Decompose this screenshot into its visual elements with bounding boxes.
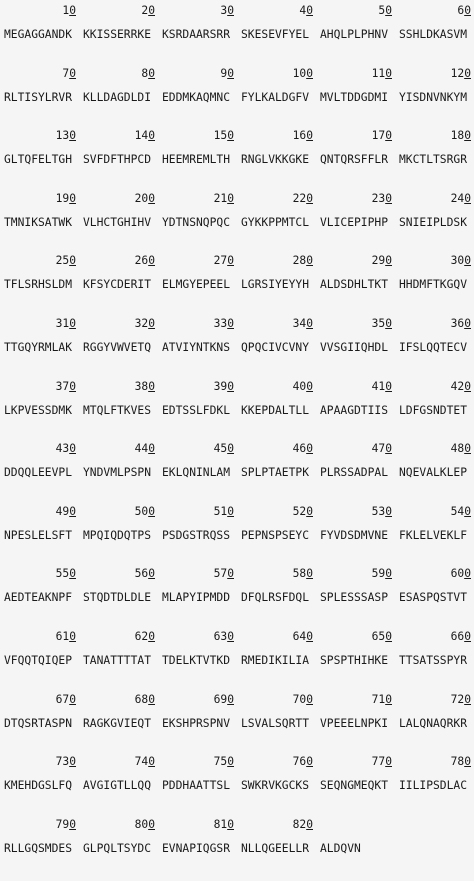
residue-group-row	[0, 589, 474, 607]
position-number: 290	[371, 254, 392, 268]
position-number-row	[0, 753, 474, 771]
sequence-row	[0, 440, 474, 500]
residue-group: EVNAPIQGSR	[162, 841, 231, 855]
residue-group: AHQLPLPHNV	[320, 28, 389, 41]
residue-group-row	[0, 214, 474, 232]
position-number: 350	[371, 317, 392, 330]
position-number: 580	[292, 567, 313, 581]
position-number: 810	[213, 817, 234, 831]
position-number: 320	[134, 317, 155, 330]
position-number: 420	[450, 379, 471, 393]
sequence-row	[0, 378, 474, 438]
residue-group: KFSYCDERIT	[83, 278, 152, 292]
position-number-row	[0, 315, 474, 333]
position-number: 470	[371, 442, 392, 456]
position-number: 310	[55, 317, 76, 330]
position-number: 100	[292, 66, 313, 80]
position-number: 640	[292, 630, 313, 643]
residue-group: TMNIKSATWK	[4, 215, 73, 229]
residue-group: GLPQLTSYDC	[83, 841, 152, 855]
residue-group: SEQNGMEQKT	[320, 779, 389, 793]
position-number: 780	[450, 755, 471, 769]
residue-group: SWKRVKGCKS	[241, 779, 310, 793]
residue-group: YDTNSNQPQC	[162, 215, 231, 229]
position-number: 700	[292, 692, 313, 706]
residue-group: FYLKALDGFV	[241, 90, 310, 104]
position-number: 710	[371, 692, 392, 706]
residue-group: KMEHDGSLFQ	[4, 779, 73, 793]
residue-group: QNTQRSFFLR	[320, 153, 389, 167]
sequence-row	[0, 127, 474, 187]
residue-group: SKESEVFYEL	[241, 28, 310, 41]
residue-group: ALDSDHLTKT	[320, 278, 389, 292]
residue-group: ESASPQSTVT	[399, 591, 468, 605]
residue-group: EKLQNINLAM	[162, 466, 231, 480]
position-number-row	[0, 2, 474, 20]
residue-group: PLRSSADPAL	[320, 466, 389, 480]
position-number: 680	[134, 692, 155, 706]
residue-group: HHDMFTKGQV	[399, 278, 468, 292]
position-number-row	[0, 440, 474, 458]
position-number: 110	[371, 66, 392, 80]
sequence-row	[0, 315, 474, 375]
residue-group: GLTQFELTGH	[4, 153, 73, 167]
position-number: 150	[213, 129, 234, 143]
position-number: 570	[213, 567, 234, 581]
residue-group: ALDQVN	[320, 841, 361, 855]
sequence-row	[0, 2, 474, 62]
residue-group: APAAGDTIIS	[320, 403, 389, 417]
position-number: 730	[55, 755, 76, 769]
sequence-row	[0, 503, 474, 563]
residue-group: AVGIGTLLQQ	[83, 779, 152, 793]
residue-group: TFLSRHSLDM	[4, 278, 73, 292]
position-number: 160	[292, 129, 313, 143]
position-number: 670	[55, 692, 76, 706]
residue-group: VLICEPIPHP	[320, 215, 389, 229]
position-number: 40	[299, 4, 313, 17]
position-number: 120	[450, 66, 471, 80]
residue-group: RMEDIKILIA	[241, 654, 310, 667]
residue-group: SPSPTHIHKE	[320, 654, 389, 667]
residue-group: MLAPYIPMDD	[162, 591, 231, 605]
residue-group: LSVALSQRTT	[241, 716, 310, 730]
residue-group: LALQNAQRKR	[399, 716, 468, 730]
residue-group: KLLDAGDLDI	[83, 90, 152, 104]
residue-group: KKISSERRKE	[83, 28, 152, 41]
position-number: 270	[213, 254, 234, 268]
position-number-row	[0, 628, 474, 646]
residue-group: NPESLELSFT	[4, 528, 73, 542]
residue-group: QPQCIVCVNY	[241, 341, 310, 354]
position-number: 20	[141, 4, 155, 17]
residue-group-row	[0, 89, 474, 107]
residue-group-row	[0, 464, 474, 482]
residue-group: FYVDSDMVNE	[320, 528, 389, 542]
position-number: 400	[292, 379, 313, 393]
position-number: 750	[213, 755, 234, 769]
residue-group: HEEMREMLTH	[162, 153, 231, 167]
position-number: 410	[371, 379, 392, 393]
position-number: 720	[450, 692, 471, 706]
position-number-row	[0, 252, 474, 270]
residue-group-row	[0, 402, 474, 420]
residue-group: YISDNVNKYM	[399, 90, 468, 104]
position-number: 630	[213, 630, 234, 643]
position-number: 130	[55, 129, 76, 143]
position-number-row	[0, 127, 474, 145]
residue-group: TTSATSSPYR	[399, 654, 468, 667]
position-number: 10	[62, 4, 76, 17]
residue-group: LDFGSNDTET	[399, 403, 468, 417]
position-number: 370	[55, 379, 76, 393]
residue-group: NQEVALKLEP	[399, 466, 468, 480]
residue-group: LKPVESSDMK	[4, 403, 73, 417]
position-number: 90	[220, 66, 234, 80]
residue-group: MTQLFTKVES	[83, 403, 152, 417]
residue-group: MVLTDDGDMI	[320, 90, 389, 104]
residue-group: PDDHAATTSL	[162, 779, 231, 793]
residue-group: ELMGYEPEEL	[162, 278, 231, 292]
residue-group: KKEPDALTLL	[241, 403, 310, 417]
residue-group: RGGYVWVETQ	[83, 341, 152, 354]
residue-group: ATVIYNTKNS	[162, 341, 231, 354]
residue-group-row	[0, 276, 474, 294]
residue-group: DFQLRSFDQL	[241, 591, 310, 605]
sequence-row	[0, 252, 474, 312]
position-number: 140	[134, 129, 155, 143]
position-number: 380	[134, 379, 155, 393]
residue-group: LGRSIYEYYH	[241, 278, 310, 292]
position-number: 620	[134, 630, 155, 643]
position-number: 70	[62, 66, 76, 80]
position-number: 660	[450, 630, 471, 643]
position-number: 480	[450, 442, 471, 456]
residue-group: FKLELVEKLF	[399, 528, 468, 542]
residue-group: SPLESSSASP	[320, 591, 389, 605]
position-number: 760	[292, 755, 313, 769]
position-number-row	[0, 378, 474, 396]
position-number: 590	[371, 567, 392, 581]
residue-group: SPLPTAETPK	[241, 466, 310, 480]
position-number: 770	[371, 755, 392, 769]
residue-group: SSHLDKASVM	[399, 28, 468, 41]
position-number-row	[0, 65, 474, 83]
position-number: 790	[55, 817, 76, 831]
position-number: 510	[213, 504, 234, 518]
position-number: 260	[134, 254, 155, 268]
residue-group: RLTISYLRVR	[4, 90, 73, 104]
residue-group-row	[0, 527, 474, 545]
residue-group: VPEEELNPKI	[320, 716, 389, 730]
residue-group: PEPNSPSEYC	[241, 528, 310, 542]
residue-group: MKCTLTSRGR	[399, 153, 468, 167]
position-number: 80	[141, 66, 155, 80]
position-number: 600	[450, 567, 471, 581]
residue-group: VLHCTGHIHV	[83, 215, 152, 229]
sequence-row	[0, 816, 474, 876]
position-number: 820	[292, 817, 313, 831]
position-number-row	[0, 565, 474, 583]
residue-group: KSRDAARSRR	[162, 28, 231, 41]
position-number: 330	[213, 317, 234, 330]
sequence-row	[0, 65, 474, 125]
position-number: 360	[450, 317, 471, 330]
position-number: 540	[450, 504, 471, 518]
position-number: 490	[55, 504, 76, 518]
position-number: 250	[55, 254, 76, 268]
residue-group: GYKKPPMTCL	[241, 215, 310, 229]
position-number: 240	[450, 191, 471, 205]
position-number: 690	[213, 692, 234, 706]
residue-group: MEGAGGANDK	[4, 28, 73, 41]
residue-group: VVSGIIQHDL	[320, 341, 389, 354]
residue-group-row	[0, 339, 474, 357]
position-number-row	[0, 190, 474, 208]
position-number: 230	[371, 191, 392, 205]
position-number: 210	[213, 191, 234, 205]
position-number: 180	[450, 129, 471, 143]
position-number-row	[0, 691, 474, 709]
position-number: 190	[55, 191, 76, 205]
position-number: 300	[450, 254, 471, 268]
position-number: 520	[292, 504, 313, 518]
residue-group-row	[0, 777, 474, 795]
position-number-row	[0, 816, 474, 834]
position-number: 500	[134, 504, 155, 518]
residue-group: PSDGSTRQSS	[162, 528, 231, 542]
position-number: 170	[371, 129, 392, 143]
position-number: 280	[292, 254, 313, 268]
residue-group-row	[0, 26, 474, 44]
position-number: 440	[134, 442, 155, 456]
residue-group-row	[0, 715, 474, 733]
residue-group: SVFDFTHPCD	[83, 153, 152, 167]
position-number: 560	[134, 567, 155, 581]
residue-group: TANATTTTAT	[83, 654, 152, 667]
position-number: 340	[292, 317, 313, 330]
residue-group: TDELKTVTKD	[162, 654, 231, 667]
residue-group: TTGQYRMLAK	[4, 341, 73, 354]
residue-group: STQDTDLDLE	[83, 591, 152, 605]
residue-group: AEDTEAKNPF	[4, 591, 73, 605]
residue-group: RLLGQSMDES	[4, 841, 73, 855]
residue-group: DTQSRTASPN	[4, 716, 73, 730]
position-number: 30	[220, 4, 234, 17]
residue-group-row	[0, 652, 474, 670]
residue-group: SNIEIPLDSK	[399, 215, 468, 229]
position-number: 200	[134, 191, 155, 205]
position-number: 530	[371, 504, 392, 518]
position-number: 800	[134, 817, 155, 831]
residue-group: EDTSSLFDKL	[162, 403, 231, 417]
sequence-row	[0, 691, 474, 751]
residue-group: EDDMKAQMNC	[162, 90, 231, 104]
residue-group: VFQQTQIQEP	[4, 654, 73, 667]
residue-group-row	[0, 840, 474, 858]
position-number: 450	[213, 442, 234, 456]
position-number: 460	[292, 442, 313, 456]
position-number: 60	[457, 4, 471, 17]
residue-group: RNGLVKKGKE	[241, 153, 310, 167]
residue-group: RAGKGVIEQT	[83, 716, 152, 730]
residue-group: NLLQGEELLR	[241, 841, 310, 855]
residue-group: MPQIQDQTPS	[83, 528, 152, 542]
sequence-row	[0, 190, 474, 250]
residue-group: YNDVMLPSPN	[83, 466, 152, 480]
sequence-row	[0, 565, 474, 625]
residue-group-row	[0, 151, 474, 169]
position-number: 550	[55, 567, 76, 581]
position-number: 220	[292, 191, 313, 205]
position-number: 430	[55, 442, 76, 456]
residue-group: EKSHPRSPNV	[162, 716, 231, 730]
position-number: 740	[134, 755, 155, 769]
position-number: 50	[378, 4, 392, 17]
residue-group: IILIPSDLAC	[399, 779, 468, 793]
sequence-row	[0, 753, 474, 813]
position-number: 610	[55, 630, 76, 643]
position-number: 390	[213, 379, 234, 393]
position-number: 650	[371, 630, 392, 643]
residue-group: DDQQLEEVPL	[4, 466, 73, 480]
residue-group: IFSLQQTECV	[399, 341, 468, 354]
position-number-row	[0, 503, 474, 521]
sequence-row	[0, 628, 474, 688]
